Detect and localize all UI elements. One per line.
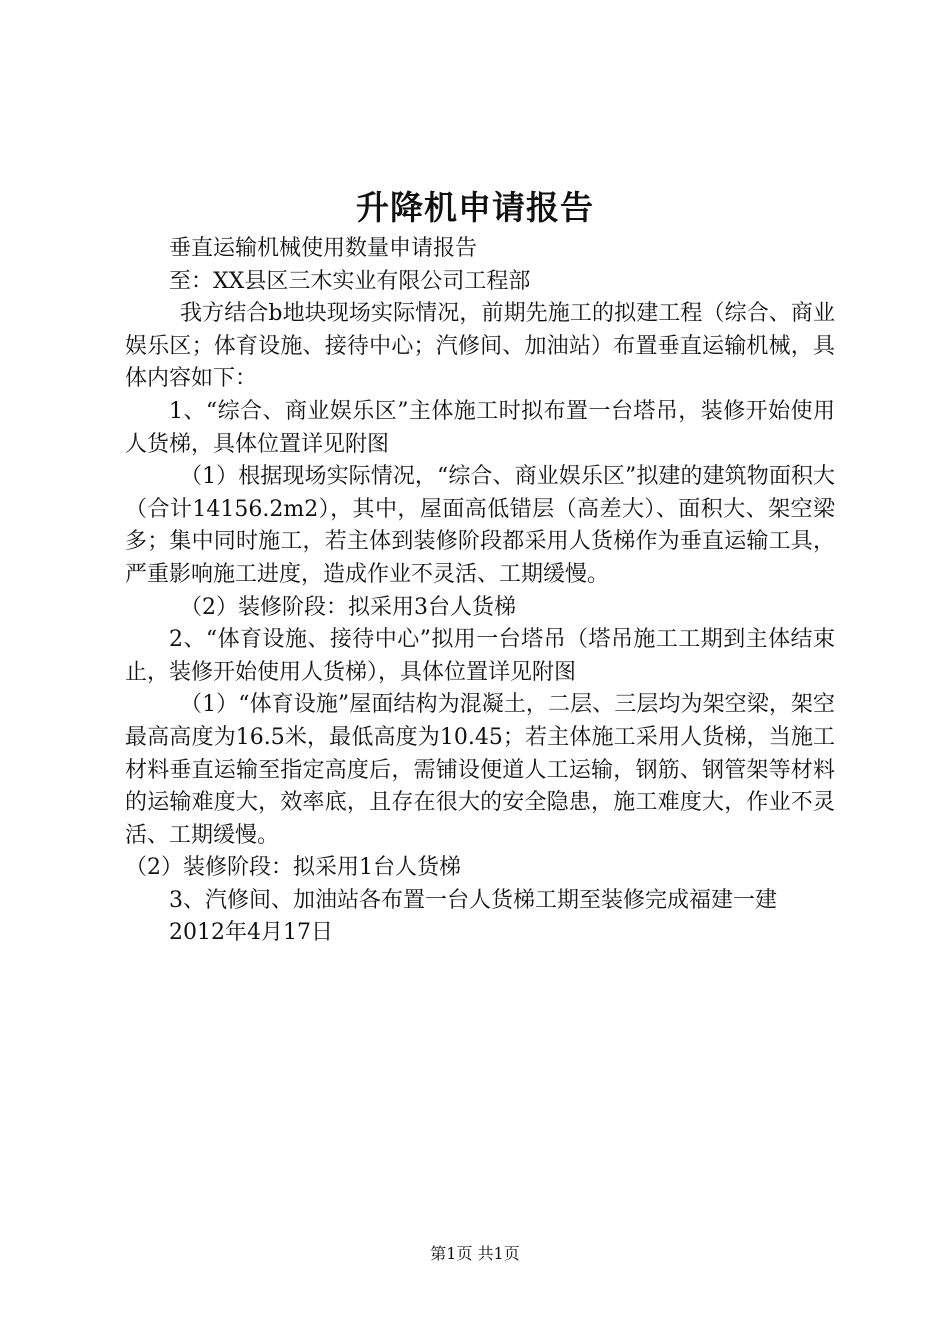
item-3-paragraph: 3、汽修间、加油站各布置一台人货梯工期至装修完成福建一建 xyxy=(169,887,777,913)
item-1-sub-1-paragraph: （1）根据现场实际情况，“综合、商业娱乐区”拟建的建筑物面积大（合计14156.2m2），其中，屋面高低错层（高差大）、面积大、架空梁多；集中同时施工，若主体到装修阶段都采用人货梯作为垂直运输工具，严重影响施工进度，造成作业不灵活、工期缓慢。 xyxy=(125,464,835,587)
report-subtitle: 垂直运输机械使用数量申请报告 xyxy=(169,236,478,261)
page-number-footer: 第1页 共1页 xyxy=(430,1244,520,1263)
document-title: 升降机申请报告 xyxy=(356,188,594,227)
addressee-line: 至：XX县区三木实业有限公司工程部 xyxy=(169,268,531,294)
item-2-paragraph: 2、“体育设施、接待中心”拟用一台塔吊（塔吊施工工期到主体结束止，装修开始使用人货梯），具体位置详见附图 xyxy=(125,627,835,685)
item-1-paragraph: 1、“综合、商业娱乐区”主体施工时拟布置一台塔吊，装修开始使用人货梯，具体位置详见附图 xyxy=(125,398,835,457)
item-2-sub-1-paragraph: （1）“体育设施”屋面结构为混凝土，二层、三层均为架空梁，架空最高高度为16.5米，最低高度为10.45；若主体施工采用人货梯，当施工材料垂直运输至指定高度后，需铺设便道人工运输，钢筋、钢管架等材料的运输难度大，效率底，且存在很大的安全隐患，施工难度大，作业不灵活、工期缓慢。 xyxy=(125,692,835,848)
item-1-sub-2-paragraph: （2）装修阶段：拟采用3台人货梯 xyxy=(180,594,516,620)
intro-paragraph: 我方结合b地块现场实际情况，前期先施工的拟建工程（综合、商业娱乐区；体育设施、接待中心；汽修间、加油站）布置垂直运输机械，具体内容如下： xyxy=(125,301,835,392)
item-2-sub-2-paragraph: （2）装修阶段：拟采用1台人货梯 xyxy=(125,855,461,881)
document-body xyxy=(125,233,835,950)
date-line: 2012年4月17日 xyxy=(169,920,333,946)
